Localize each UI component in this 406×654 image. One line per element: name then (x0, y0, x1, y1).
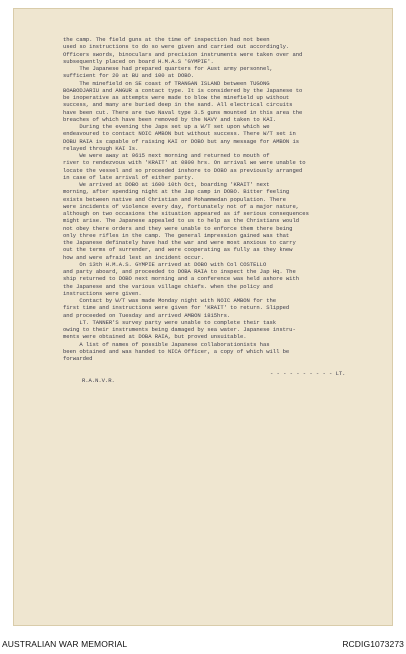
text-line: subsequently placed on board H.M.A.S 'GYMPIE'. (40, 57, 214, 65)
text-line: have been cut. There are two Naval type 3.5 guns mounted in this area the (40, 108, 303, 116)
text-line: the camp. The field guns at the time of inspection had not been (40, 36, 270, 43)
text-line: might arise. The Japanese appealed to us to help as the Christians would (40, 217, 300, 225)
signature-rank-abbr: R.A.N.V.R. (82, 376, 115, 384)
text-line: and party aboard, and proceeded to DOBA RAIA to inspect the Jap Hq. The (40, 268, 296, 275)
text-line: and proceeded on Tuesday and arrived AMBON 1815hrs. (40, 311, 231, 319)
text-line: the Japanese and the various village chiefs. when the policy and (40, 282, 273, 290)
text-line: the Japanese definately have had the war and were most anxious to carry (40, 239, 296, 246)
text-line: success, and many are buried deep in the sand. All electrical circuits (40, 101, 293, 109)
text-line: We arrived at DOBO at 1600 10th Oct, boarding 'KRAIT' next (40, 181, 270, 188)
text-line: BOABODJARIU and ANGUR a contact type. It is considered by the Japanese to (40, 86, 303, 94)
text-line: morning, after spending night at the Jap camp in DOBO. Bitter feeling (40, 188, 290, 196)
text-line: endeavoured to contact NOIC AMBON but without success. There W/T set in (40, 130, 296, 138)
text-line: sufficient for 20 at BU and 100 at DOBO. (40, 72, 195, 80)
text-line: in case of late arrival of either party. (40, 173, 195, 181)
archive-record-id: RCDIG1073273 (342, 639, 404, 649)
text-line: A list of names of possible Japanese collaborationists has (40, 340, 270, 348)
text-line: During the evening the Japs set up a W/T set upon which we (40, 123, 270, 130)
archive-name: AUSTRALIAN WAR MEMORIAL (2, 639, 128, 649)
text-line: be inoperative as attempts were made to blow the minefield up without (40, 94, 290, 101)
archive-footer (0, 634, 406, 654)
text-line: LT. TANNER'S survey party were unable to complete their task (40, 318, 277, 326)
text-line: how and were afraid lest an incident occur. (40, 253, 204, 261)
text-line: were incidents of violence every day, fortunately not of a major nature, (40, 202, 300, 210)
text-line: Officers swords, binoculars and precision instruments were taken over and (40, 50, 303, 58)
text-line: DOBU RAIA is capable of raising KAI or DOBO but any message for AMBON is (40, 137, 300, 145)
text-line: owing to their instruments being damaged by sea water. Japanese instru- (40, 326, 296, 333)
text-line: relayed through KAI Is. (40, 144, 139, 152)
text-line: river to rendezvous with 'KRAIT' at 0800 hrs. On arrival we were unable to (40, 159, 306, 167)
text-line: The Japanese had prepared quarters for Aust army personnel, (40, 65, 273, 72)
text-line: forwarded (40, 355, 93, 362)
text-line: ments were obtained at DOBA RAIA, but proved unsuitable. (40, 333, 247, 341)
text-line: locate the vessel and so proceeded inshore to DOBO as previously arranged (40, 166, 303, 174)
text-line: On 13th H.M.A.S. GYMPIE arrived at DOBO with Col COSTELLO (40, 260, 267, 268)
text-line: out the terms of surrender, and were cooperating as fully as they knew (40, 246, 293, 254)
text-line: instructions were given. (40, 289, 142, 297)
text-line: Contact by W/T was made Monday night with NOIC AMBON for the (40, 297, 277, 304)
text-line: exists between native and Christian and Mohammedan population. There (40, 195, 286, 203)
text-line: The minefield on SE coast of TRANGAN ISLAND between TUGONG (40, 79, 270, 87)
text-line: been obtained and was handed to NICA Officer, a copy of which will be (40, 347, 290, 355)
text-line: breaches of which have been removed by the NAVY and taken to KAI. (40, 115, 277, 123)
document-page (13, 8, 393, 626)
blank-line (40, 362, 376, 369)
text-line: ship returned to DOBO next morning and a conference was held ashore with (40, 275, 300, 283)
text-line: only three rifles in the camp. The general impression gained was that (40, 231, 290, 239)
text-line: used so instructions to do so were given and carried out accordingly. (40, 43, 290, 51)
typed-report-text (40, 36, 376, 384)
signature-line: - - - - - - - - - - LT. (270, 369, 346, 377)
text-line: first time and instructions were given for 'KRAIT' to return. Slipped (40, 304, 290, 312)
text-line: not obey there orders and they were unable to enforce them there being (40, 224, 293, 232)
text-line: We were away at 0615 next morning and returned to mouth of (40, 152, 270, 159)
text-line: although on two occasions the situation appeared as if serious consequences (40, 210, 309, 217)
